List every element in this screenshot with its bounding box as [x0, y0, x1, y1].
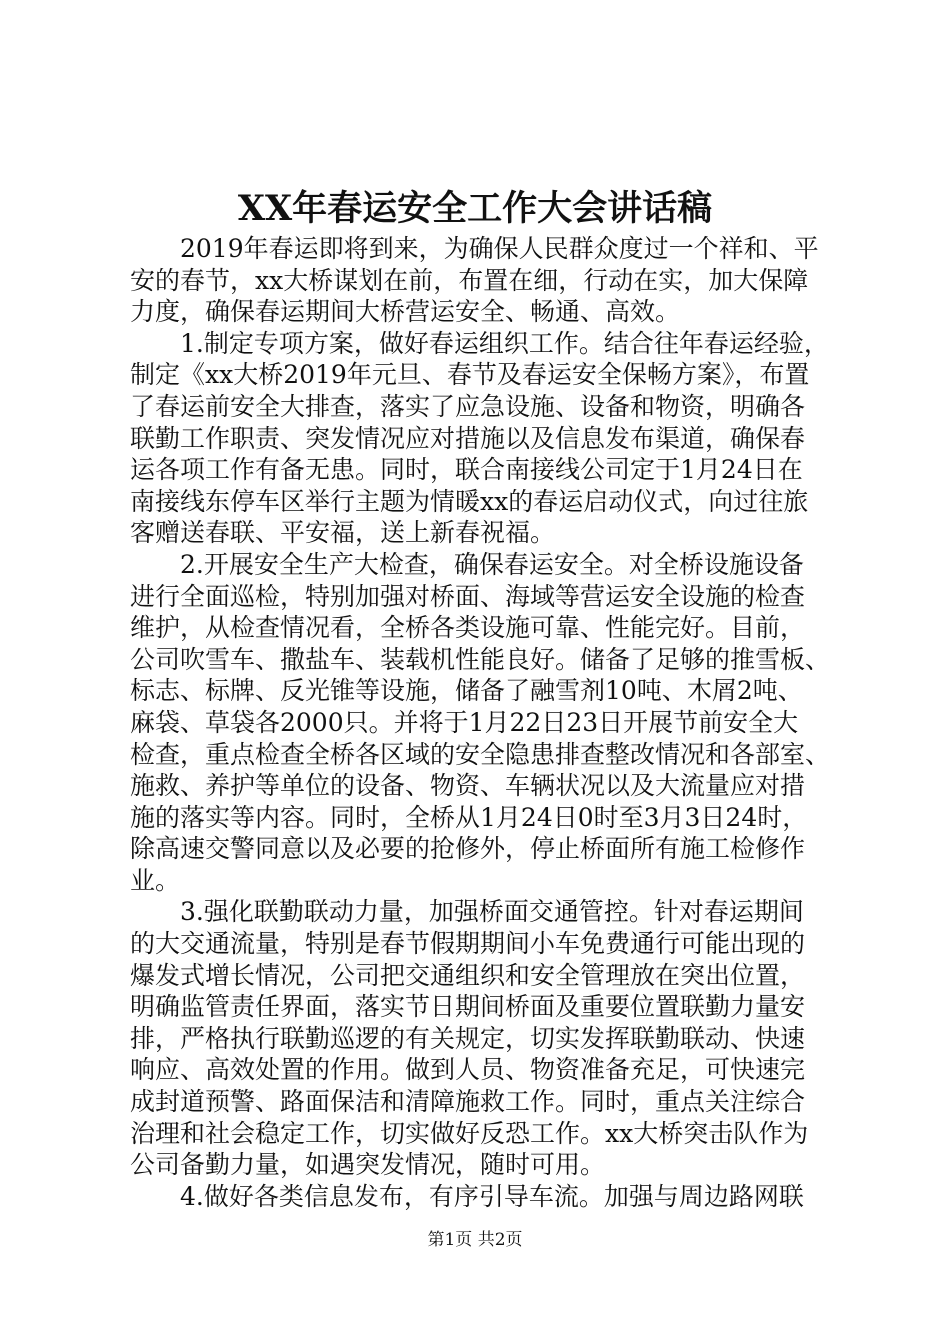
text-line: 成封道预警、路面保洁和清障施救工作。同时，重点关注综合 — [130, 1087, 806, 1117]
text-line: 治理和社会稳定工作，切实做好反恐工作。xx大桥突击队作为 — [130, 1118, 809, 1148]
text-line: 施救、养护等单位的设备、物资、车辆状况以及大流量应对措 — [130, 771, 806, 801]
text-line: 4.做好各类信息发布，有序引导车流。加强与周边路网联 — [180, 1181, 804, 1211]
text-line: 南接线东停车区举行主题为情暖xx的春运启动仪式，向过往旅 — [130, 486, 809, 516]
text-line: 维护，从检查情况看，全桥各类设施可靠、性能完好。目前， — [130, 613, 806, 643]
text-line: 公司备勤力量，如遇突发情况，随时可用。 — [130, 1150, 606, 1180]
text-line: 进行全面巡检，特别加强对桥面、海域等营运安全设施的检查 — [130, 581, 806, 611]
text-line: 公司吹雪车、撒盐车、装载机性能良好。储备了足够的推雪板、 — [130, 644, 831, 674]
text-line: 排，严格执行联勤巡逻的有关规定，切实发挥联勤联动、快速 — [130, 1023, 806, 1053]
text-line: 3.强化联勤联动力量，加强桥面交通管控。针对春运期间 — [180, 897, 804, 927]
text-line: 联勤工作职责、突发情况应对措施以及信息发布渠道，确保春 — [130, 423, 806, 453]
text-line: 制定《xx大桥2019年元旦、春节及春运安全保畅方案》，布置 — [130, 360, 810, 390]
text-line: 安的春节，xx大桥谋划在前，布置在细，行动在实，加大保障 — [130, 265, 809, 295]
text-line: 运各项工作有备无患。同时，联合南接线公司定于1月24日在 — [130, 455, 803, 485]
text-line: 检查，重点检查全桥各区域的安全隐患排查整改情况和各部室、 — [130, 739, 831, 769]
text-line: 力度，确保春运期间大桥营运安全、畅通、高效。 — [130, 297, 681, 327]
document-body — [130, 233, 840, 1212]
text-line: 爆发式增长情况，公司把交通组织和安全管理放在突出位置， — [130, 960, 806, 990]
page-footer: 第1页 共2页 — [427, 1230, 523, 1250]
text-line: 2.开展安全生产大检查，确保春运安全。对全桥设施设备 — [180, 549, 804, 579]
text-line: 施的落实等内容。同时，全桥从1月24日0时至3月3日24时， — [130, 802, 808, 832]
text-line: 标志、标牌、反光锥等设施，储备了融雪剂10吨、木屑2吨、 — [130, 676, 803, 706]
text-line: 的大交通流量，特别是春节假期期间小车免费通行可能出现的 — [130, 929, 806, 959]
text-line: 明确监管责任界面，落实节日期间桥面及重要位置联勤力量安 — [130, 992, 806, 1022]
text-line: 除高速交警同意以及必要的抢修外，停止桥面所有施工检修作 — [130, 834, 806, 864]
text-line: 客赠送春联、平安福，送上新春祝福。 — [130, 518, 556, 548]
text-line: 响应、高效处置的作用。做到人员、物资准备充足，可快速完 — [130, 1055, 806, 1085]
document-title: XX年春运安全工作大会讲话稿 — [237, 188, 713, 229]
text-line: 了春运前安全大排查，落实了应急设施、设备和物资，明确各 — [130, 391, 806, 421]
text-line: 业。 — [130, 865, 181, 895]
text-line: 2019年春运即将到来，为确保人民群众度过一个祥和、平 — [180, 234, 819, 263]
text-line: 麻袋、草袋各2000只。并将于1月22日23日开展节前安全大 — [130, 707, 799, 737]
text-line: 1.制定专项方案，做好春运组织工作。结合往年春运经验， — [180, 328, 829, 358]
